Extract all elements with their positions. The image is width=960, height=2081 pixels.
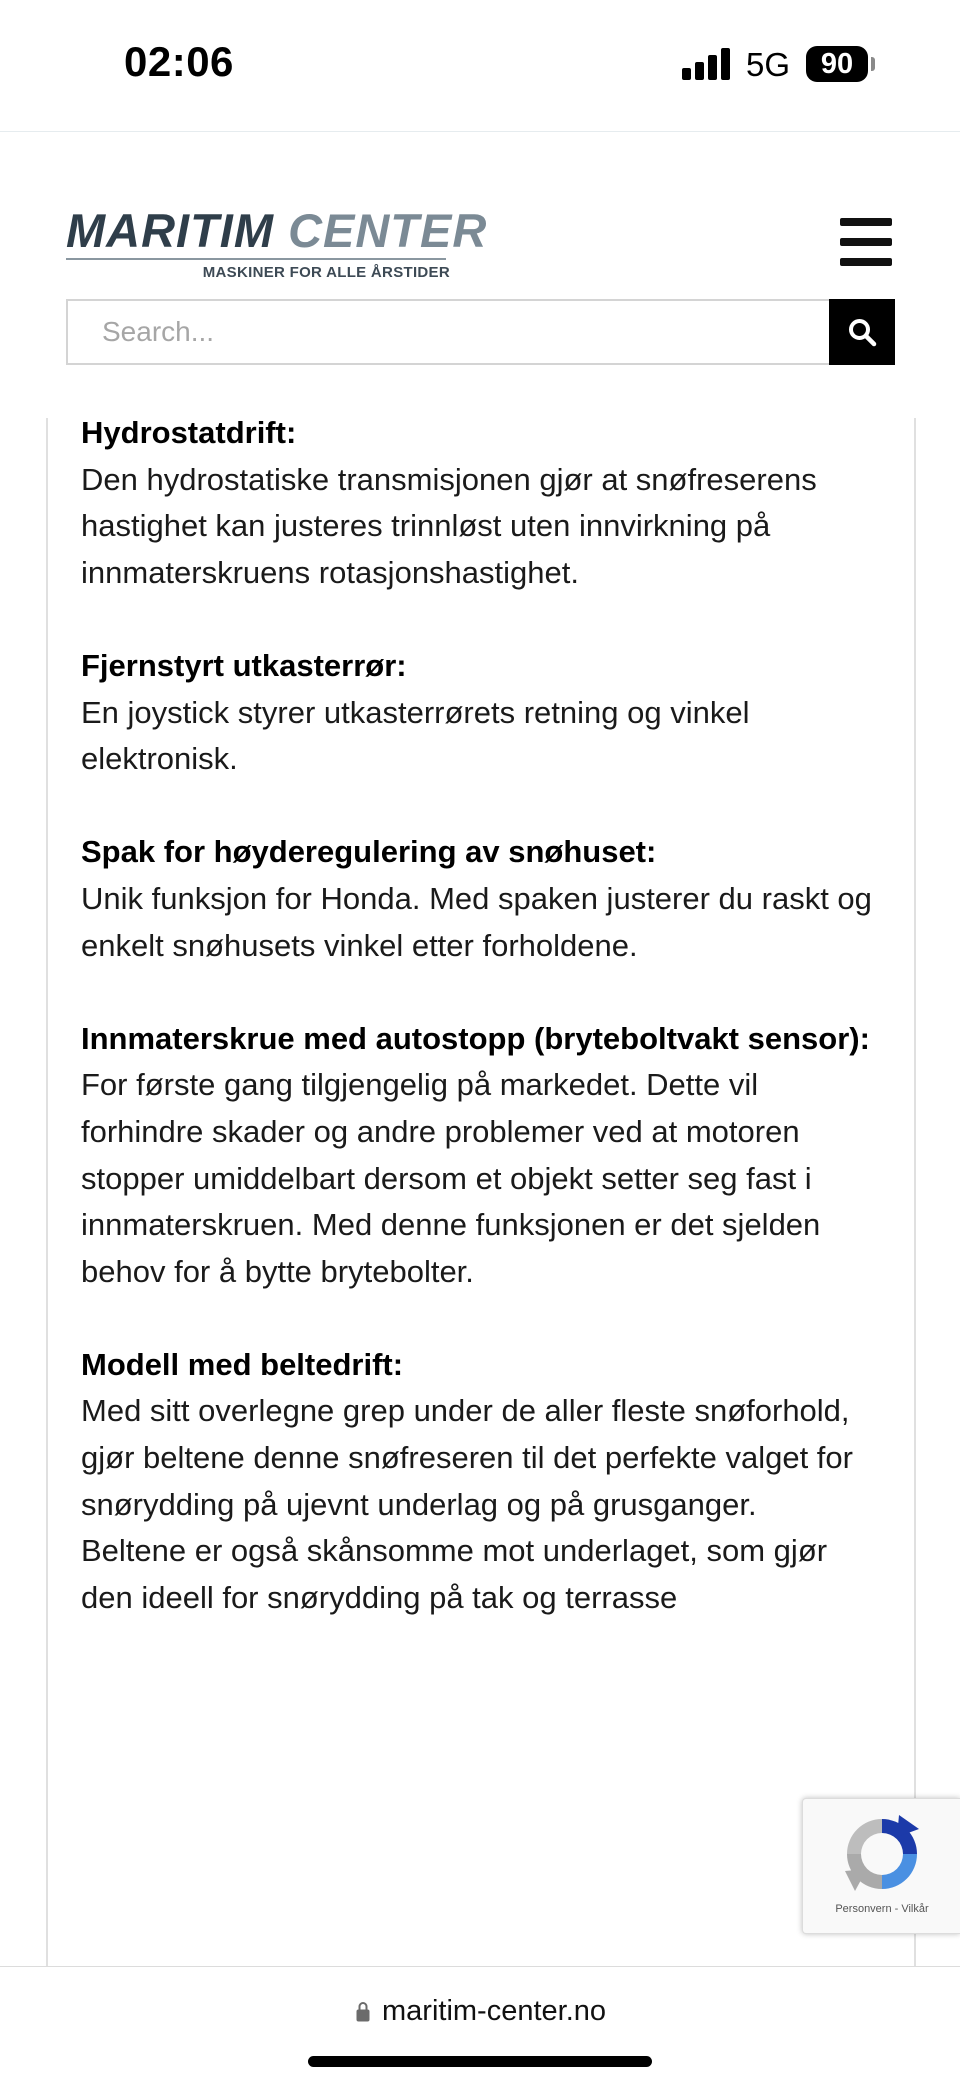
lock-icon bbox=[356, 2000, 370, 2022]
feature-heading: Spak for høyderegulering av snøhuset: bbox=[81, 834, 657, 870]
feature-section bbox=[81, 829, 881, 969]
status-time: 02:06 bbox=[124, 38, 234, 85]
feature-text: Unik funksjon for Honda. Med spaken justerer du raskt og enkelt snøhusets vinkel etter forholdene. bbox=[81, 880, 872, 963]
feature-section bbox=[81, 410, 881, 596]
product-features bbox=[81, 410, 881, 1668]
hamburger-icon[interactable] bbox=[840, 218, 892, 266]
battery-cap bbox=[871, 57, 875, 71]
feature-heading: Modell med beltedrift: bbox=[81, 1346, 404, 1382]
feature-section bbox=[81, 1016, 881, 1296]
feature-section bbox=[81, 643, 881, 783]
feature-text: En joystick styrer utkasterrørets retning og vinkel elektronisk. bbox=[81, 694, 750, 777]
feature-heading: Fjernstyrt utkasterrør: bbox=[81, 647, 407, 683]
recaptcha-terms-link[interactable]: Personvern - Vilkår bbox=[835, 1903, 929, 1915]
battery-icon: 90 bbox=[806, 46, 868, 82]
logo-tagline: MASKINER FOR ALLE ÅRSTIDER bbox=[202, 264, 450, 281]
search-input[interactable] bbox=[66, 299, 831, 365]
feature-text: Med sitt overlegne grep under de aller fleste snøforhold, gjør beltene denne snøfreseren til det perfekte valget for snørydding på ujevnt underlag og på grusganger. bbox=[81, 1393, 853, 1522]
logo-word-maritim: MARITIM bbox=[66, 204, 275, 257]
browser-url-bar[interactable] bbox=[0, 1966, 960, 2081]
feature-heading: Hydrostatdrift: bbox=[81, 415, 297, 450]
logo-wordmark bbox=[66, 206, 487, 256]
search-icon bbox=[847, 317, 877, 347]
url-text[interactable]: maritim-center.no bbox=[382, 1995, 607, 2027]
search-button[interactable] bbox=[829, 299, 895, 365]
site-logo[interactable] bbox=[66, 204, 488, 282]
feature-heading: Innmaterskrue med autostopp (bryteboltvakt sensor): bbox=[81, 1020, 870, 1056]
logo-word-center: CENTER bbox=[288, 204, 488, 257]
recaptcha-badge[interactable] bbox=[802, 1798, 960, 1934]
logo-divider bbox=[66, 258, 446, 260]
feature-text-continued: Beltene er også skånsomme mot underlaget, som gjør den ideell for snørydding på tak og terrasse bbox=[81, 1533, 828, 1615]
recaptcha-icon bbox=[839, 1811, 925, 1897]
feature-text: Den hydrostatiske transmisjonen gjør at snøfreserens hastighet kan justeres trinnløst uten innvirkning på innmaterskruens rotasjonshastighet. bbox=[81, 461, 817, 590]
feature-section bbox=[81, 1342, 881, 1622]
home-indicator[interactable] bbox=[308, 2056, 652, 2067]
status-bar bbox=[0, 0, 960, 132]
feature-text: For første gang tilgjengelig på markedet. Dette vil forhindre skader og andre problemer ved at motoren stopper umiddelbart dersom et objekt setter seg fast i innmaterskruen. Med denne funksjonen er det sjelden behov for å bytte brytebolter. bbox=[81, 1067, 821, 1289]
search-bar bbox=[66, 299, 895, 365]
cellular-signal-icon bbox=[682, 48, 732, 80]
network-type: 5G bbox=[746, 46, 791, 83]
